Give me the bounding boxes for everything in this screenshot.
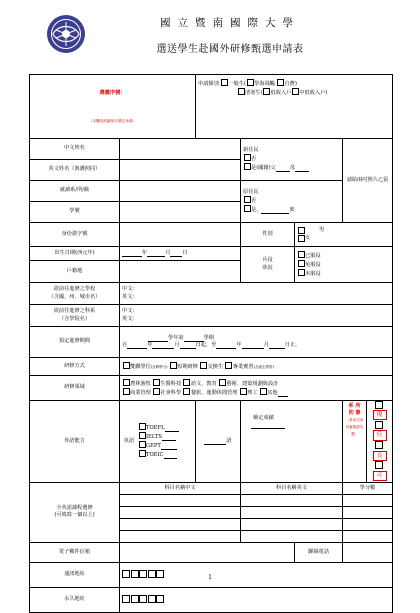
checkbox[interactable]: [244, 163, 251, 170]
checkbox[interactable]: [298, 251, 305, 258]
field-art: 藝術、建築規劃與設計: [226, 380, 279, 387]
university-name: 國立暨南國際大學: [160, 17, 300, 29]
checkbox[interactable]: [123, 362, 130, 369]
year-label: 年: [236, 342, 242, 348]
phone-field[interactable]: [343, 542, 393, 562]
form-title: 選送學生赴國外研修甄選申請表: [156, 44, 304, 55]
gept-label: GEPT: [146, 443, 161, 450]
lang-score-cell[interactable]: [241, 401, 343, 483]
english-prefix: 英文：: [122, 315, 138, 322]
student-id-label: 學號: [30, 202, 120, 223]
photo-area[interactable]: [343, 139, 393, 223]
checkbox[interactable]: [375, 401, 383, 409]
course-en-cell[interactable]: [241, 506, 343, 518]
study-period-label: 預定進修期間: [30, 327, 120, 358]
checkbox[interactable]: [183, 379, 190, 386]
mode-dual: 雙聯學位: [130, 363, 151, 370]
target-dept-label: [30, 305, 120, 327]
study-period-field[interactable]: [120, 327, 393, 358]
checkbox[interactable]: [123, 388, 130, 395]
checkbox[interactable]: [292, 88, 299, 95]
year-label: 年: [142, 249, 148, 256]
checkbox[interactable]: [375, 421, 383, 429]
chinese-prefix: 中文：: [122, 286, 138, 293]
target-dept-field[interactable]: [120, 305, 393, 327]
courses-label: [30, 482, 120, 542]
field-options: [120, 376, 393, 401]
birthdate-label: 出生日期(西元年): [30, 247, 120, 261]
semester-label: 學期: [203, 334, 214, 341]
checkbox[interactable]: [225, 362, 232, 369]
target-school-label: [30, 283, 120, 305]
app-type-low: 低收入戶: [270, 90, 292, 97]
app-type-needy: 清寒生: [245, 90, 261, 97]
dept-review-grades: [367, 401, 393, 483]
academic-year-label: 學年第: [168, 334, 184, 341]
indigenous-yes: 是，: [251, 207, 262, 213]
lang-score-label: 檢定成績: [253, 415, 274, 421]
household-field[interactable]: [120, 261, 241, 283]
military-exempt: 免服役: [305, 261, 321, 268]
target-school-title: 欲前往進修之學校: [53, 286, 96, 293]
postal-box[interactable]: [156, 595, 164, 603]
phone-label: 聯絡電話: [295, 542, 343, 562]
checkbox[interactable]: [170, 362, 177, 369]
mode-intern-note: (含產企實習): [253, 364, 274, 369]
credits-cell[interactable]: [343, 518, 393, 530]
new-resident-mother: 母: [289, 165, 296, 171]
national-id-label: 身份證字號: [30, 223, 120, 247]
checkbox[interactable]: [277, 79, 284, 86]
credits-cell[interactable]: [343, 530, 393, 542]
credits-cell[interactable]: [343, 494, 393, 506]
photo-note: 請貼兩吋照片乙張: [346, 176, 389, 183]
target-school-sub: （含國、州、城市名）: [48, 293, 101, 300]
checkbox[interactable]: [244, 205, 251, 212]
gender-label: 性別: [241, 223, 295, 247]
app-type-sea: 學海飛颺: [254, 81, 275, 87]
checkbox[interactable]: [375, 461, 383, 469]
period-from: 自: [122, 342, 128, 348]
postal-box[interactable]: [139, 595, 147, 603]
app-type-self: 自費: [284, 81, 295, 87]
checkbox[interactable]: [298, 235, 305, 242]
military-not: 未服役: [305, 271, 321, 277]
university-logo: [46, 14, 86, 54]
year-label: 年: [147, 342, 153, 348]
field-other: 其他: [267, 390, 278, 396]
course-cn-cell[interactable]: [120, 494, 241, 506]
mode-intern: 專業實習: [232, 363, 254, 370]
target-dept-title: 欲前往進修之科系: [53, 308, 96, 315]
lang-english: 英語: [123, 437, 135, 444]
target-school-field[interactable]: [120, 283, 393, 305]
chinese-name-label: 中文姓名: [30, 139, 120, 160]
course-cn-cell[interactable]: [120, 506, 241, 518]
checkbox[interactable]: [139, 450, 146, 457]
ielts-label: IELTS: [146, 434, 162, 441]
student-id-field[interactable]: [120, 202, 241, 223]
field-sci: 理工: [247, 390, 258, 396]
indigenous-cell: [241, 181, 343, 223]
new-resident-no: 否: [251, 155, 257, 162]
indigenous-label: 原住民: [243, 188, 259, 195]
course-en-header: 科目名稱英文: [241, 482, 343, 494]
period-to: 日起，至: [195, 342, 217, 348]
checkbox[interactable]: [375, 441, 383, 449]
selection-no-note: （本欄由照處理/自費生免填）: [89, 118, 136, 123]
gender-male: 男: [319, 227, 325, 234]
selection-no-label: 選薦序號：: [99, 89, 126, 96]
study-mode-options: [120, 358, 393, 376]
dept-grade-label: 就讀系/所/級: [30, 181, 120, 202]
course-en-cell[interactable]: [241, 494, 343, 506]
target-dept-sub: （含學院名）: [58, 315, 91, 322]
checkbox[interactable]: [219, 379, 226, 386]
mode-exchange: 交換生: [207, 363, 224, 370]
application-type: 申請類別 一般生( 學海飛颺 自費) 清寒生( 低收入戶 中低收入戶): [196, 75, 393, 139]
study-mode-label: 研修方式: [30, 358, 120, 376]
courses-sub: (可填寫一個以上): [54, 512, 95, 519]
birthdate-field[interactable]: [120, 247, 241, 261]
lang-other-label: 語: [226, 437, 232, 444]
checkbox[interactable]: [298, 227, 305, 234]
checkbox[interactable]: [244, 154, 251, 161]
field-agri: 農林漁牧: [130, 380, 151, 387]
period-end: 日止。: [284, 342, 301, 348]
new-resident-cell: [241, 139, 343, 181]
grade-ok: 可: [373, 471, 387, 481]
national-id-field[interactable]: [120, 223, 241, 247]
postal-box[interactable]: [131, 595, 139, 603]
checkbox[interactable]: [240, 388, 247, 395]
course-cn-cell[interactable]: [120, 530, 241, 542]
checkbox[interactable]: [221, 79, 228, 86]
checkbox[interactable]: [153, 388, 160, 395]
checkbox[interactable]: [298, 260, 305, 267]
permanent-address-field[interactable]: [120, 587, 393, 612]
other-language[interactable]: [196, 401, 241, 483]
checkbox[interactable]: [244, 196, 251, 203]
dept-review-label: 系 所 初 審: [348, 403, 361, 417]
courses-title: 全英語課程選修: [56, 505, 93, 512]
mail-address-label: 通訊地址: [30, 562, 120, 587]
english-prefix: 英文：: [122, 293, 138, 300]
course-en-cell[interactable]: [241, 530, 343, 542]
checkbox[interactable]: [139, 423, 146, 430]
gender-options: [295, 223, 393, 247]
indigenous-tribe: 族: [289, 207, 295, 213]
field-bio: 生醫科技: [160, 380, 182, 387]
dept-review-note: （系所完成初審後請勾選）: [345, 418, 364, 437]
checkbox[interactable]: [238, 88, 245, 95]
checkbox[interactable]: [153, 379, 160, 386]
credits-cell[interactable]: [343, 506, 393, 518]
english-name-label: 英文姓名（與護照同）: [30, 160, 120, 181]
new-resident-label: 新住民: [243, 146, 259, 153]
dept-review-cell: [343, 401, 367, 483]
grade-excellent: 優: [373, 410, 387, 420]
course-cn-cell[interactable]: [120, 518, 241, 530]
page-number: 1: [208, 574, 212, 581]
month-label: 月: [263, 342, 269, 348]
checkbox[interactable]: [200, 362, 207, 369]
checkbox[interactable]: [139, 432, 146, 439]
field-sport: 餐旅、運動休閒管理: [190, 390, 238, 396]
checkbox[interactable]: [298, 269, 305, 276]
checkbox[interactable]: [263, 88, 270, 95]
gender-female: 女: [305, 234, 311, 241]
mode-short: 短期研修: [177, 363, 198, 370]
military-label: 兵役 狀況: [241, 247, 295, 283]
course-en-cell[interactable]: [241, 518, 343, 530]
chinese-name-field[interactable]: [120, 139, 241, 160]
postal-box[interactable]: [122, 595, 130, 603]
checkbox[interactable]: [123, 379, 130, 386]
application-form: [29, 74, 393, 613]
military-options: [295, 247, 393, 283]
permanent-address-label: 永久地址: [30, 587, 120, 612]
app-type-midlow: 中低收入戶: [299, 90, 326, 97]
checkbox[interactable]: [260, 388, 267, 395]
course-cn-header: 科目名稱中文: [120, 482, 241, 494]
grade-fair: 良: [373, 451, 387, 461]
toeic-label: TOEIC: [146, 452, 164, 459]
selection-no-cell[interactable]: [30, 75, 196, 139]
dept-grade-field[interactable]: [120, 181, 241, 202]
field-biz: 商業管理: [130, 390, 151, 396]
credits-header: 學分數: [343, 482, 393, 494]
app-type-general: 一般生: [228, 81, 245, 87]
military-done: 已服役: [305, 252, 321, 259]
checkbox[interactable]: [139, 441, 146, 448]
english-name-field[interactable]: [120, 160, 241, 181]
mode-dual-note: (含修學分): [150, 364, 168, 369]
checkbox[interactable]: [247, 79, 254, 86]
indigenous-no: 否: [251, 197, 257, 204]
day-label: 日: [182, 249, 188, 256]
month-label: 月: [174, 342, 180, 348]
chinese-prefix: 中文：: [122, 308, 138, 315]
email-field[interactable]: [120, 542, 295, 562]
toefl-label: TOEFL: [146, 425, 165, 432]
checkbox[interactable]: [183, 388, 190, 395]
household-label: 戶籍地: [30, 261, 120, 283]
email-label: 電子郵件信箱: [30, 542, 120, 562]
new-resident-yes: 是(國籍)父: [251, 165, 276, 171]
grade-good: 佳: [373, 430, 387, 440]
field-label: 研修領域: [30, 376, 120, 401]
month-label: 月: [165, 249, 171, 256]
english-tests: [120, 401, 196, 483]
postal-box[interactable]: [148, 595, 156, 603]
field-social: 社會科學: [160, 390, 182, 396]
field-lang: 語文、教育: [190, 380, 217, 387]
app-type-label: 申請類別: [198, 81, 219, 87]
language-label: 外語能力: [30, 401, 120, 483]
